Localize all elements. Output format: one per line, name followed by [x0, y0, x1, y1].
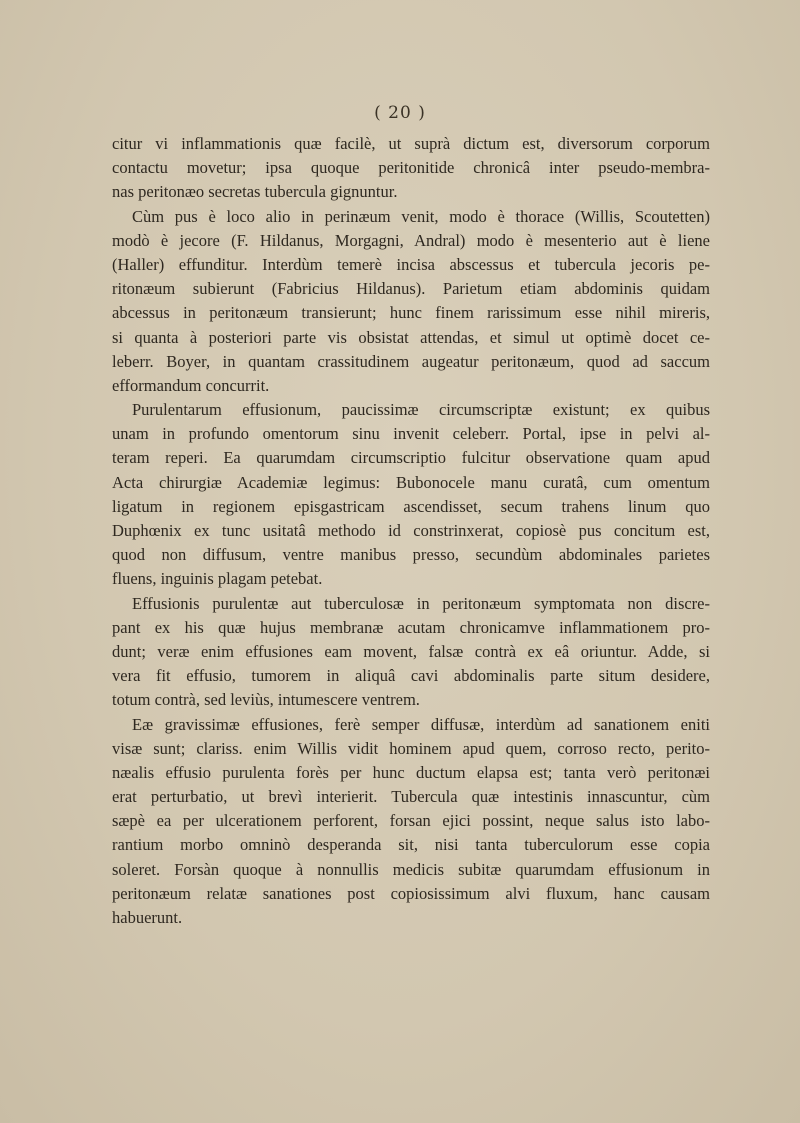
- text-line: erat perturbatio, ut brevì interierit. Tubercula quæ intestinis innascuntur, cùm: [112, 787, 710, 807]
- text-line: modò è jecore (F. Hildanus, Morgagni, Andral) modo è mesenterio aut è liene: [112, 230, 710, 250]
- text-line: ritonæum subierunt (Fabricius Hildanus). Parietum etiam abdominis quidam: [112, 279, 710, 299]
- body-text: [112, 132, 710, 930]
- text-line: leberr. Boyer, in quantam crassitudinem augeatur peritonæum, quod ad saccum: [112, 351, 710, 371]
- text-line: Duphœnix ex tunc usitatâ methodo id constrinxerat, copiosè pus concitum est,: [112, 521, 710, 540]
- text-line: abcessus in peritonæum transierunt; hunc finem rarissimum esse nihil mireris,: [112, 303, 710, 323]
- text-line: rantium morbo omninò desperanda sit, nisi tanta tuberculorum esse copia: [112, 835, 710, 855]
- text-line: dunt; veræ enim effusiones eam movent, falsæ contrà ex eâ oriuntur. Adde, si: [112, 641, 710, 661]
- text-line: totum contrà, sed leviùs, intumescere ventrem.: [112, 690, 420, 710]
- text-line: quod non diffusum, ventre manibus presso, secundùm abdominales parietes: [112, 545, 710, 565]
- text-line: unam in profundo omentorum sinu invenit celeberr. Portal, ipse in pelvi al-: [112, 424, 710, 444]
- text-line: Cùm pus è loco alio in perinæum venit, modo è thorace (Willis, Scoutetten): [132, 206, 710, 226]
- text-line: (Haller) effunditur. Interdùm temerè incisa abscessus et tubercula jecoris pe-: [112, 254, 710, 274]
- text-line: vera fit effusio, tumorem in aliquâ cavi abdominalis parte situm desidere,: [112, 666, 710, 686]
- text-line: Eæ gravissimæ effusiones, ferè semper diffusæ, interdùm ad sanationem eniti: [132, 714, 710, 734]
- text-line: peritonæum relatæ sanationes post copiosissimum alvi fluxum, hanc causam: [112, 883, 710, 903]
- text-line: si quanta à posteriori parte vis obsistat attendas, et simul ut optimè docet ce-: [112, 327, 710, 347]
- text-line: Effusionis purulentæ aut tuberculosæ in peritonæum symptomata non discre-: [132, 593, 710, 613]
- text-line: contactu movetur; ipsa quoque peritonitide chronicâ inter pseudo-membra-: [112, 158, 710, 178]
- text-line: habuerunt.: [112, 908, 183, 927]
- text-line: nas peritonæo secretas tubercula gignuntur.: [112, 182, 398, 202]
- text-line: fluens, inguinis plagam petebat.: [112, 569, 323, 589]
- text-line: efformandum concurrit.: [112, 375, 270, 395]
- text-line: Purulentarum effusionum, paucissimæ circumscriptæ existunt; ex quibus: [132, 400, 710, 420]
- text-line: næalis effusio purulenta forès per hunc ductum elapsa est; tanta verò peritonæi: [112, 762, 710, 782]
- text-line: ligatum in regionem episgastricam ascendisset, secum trahens linum quo: [112, 496, 710, 516]
- page-number: ( 20 ): [374, 103, 426, 123]
- text-line: sæpè ea per ulcerationem perforent, forsan ejici possint, neque salus isto labo-: [112, 811, 710, 831]
- text-line: pant ex his quæ hujus membranæ acutam chronicamve inflammationem pro-: [112, 617, 710, 637]
- text-line: teram reperi. Ea quarumdam circumscriptio fulcitur observatione quam apud: [112, 448, 710, 468]
- text-line: Acta chirurgiæ Academiæ legimus: Bubonocele manu curatâ, cum omentum: [112, 472, 710, 492]
- text-line: citur vi inflammationis quæ facilè, ut suprà dictum est, diversorum corporum: [112, 134, 710, 153]
- text-line: soleret. Forsàn quoque à nonnullis medicis subitæ quarumdam effusionum in: [112, 859, 710, 879]
- text-line: visæ sunt; clariss. enim Willis vidit hominem apud quem, corroso recto, perito-: [112, 738, 710, 758]
